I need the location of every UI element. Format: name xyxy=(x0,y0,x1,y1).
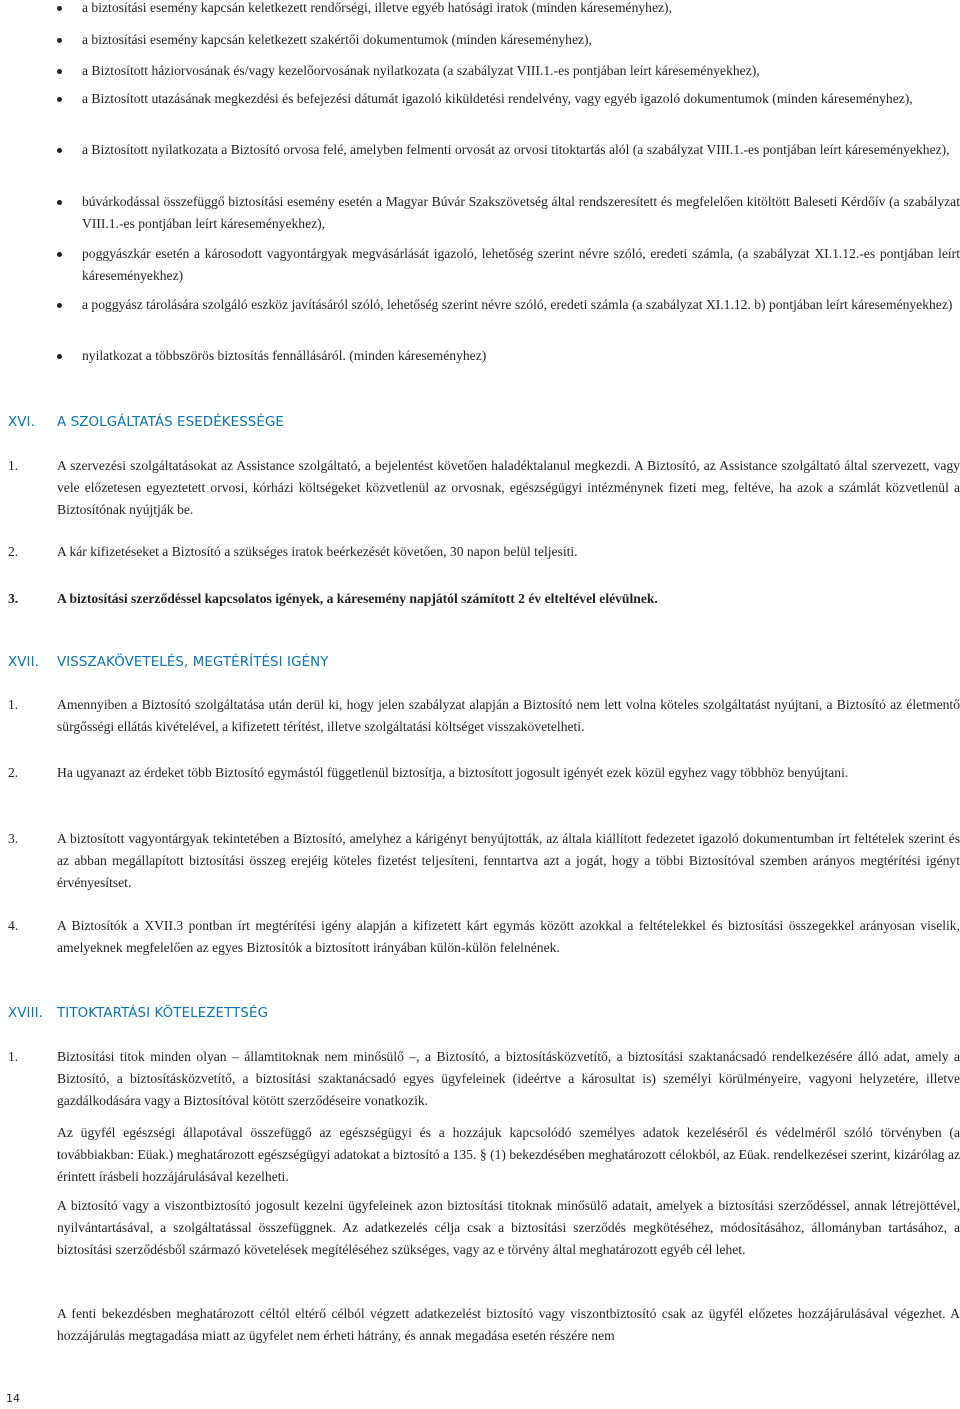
bullet-icon xyxy=(57,303,62,308)
section-title: VISSZAKÖVETELÉS, MEGTÉRÍTÉSI IGÉNY xyxy=(57,655,329,670)
bullet-icon xyxy=(57,38,62,43)
item-number: 4. xyxy=(8,918,19,933)
list-item xyxy=(0,139,960,161)
list-item-text: a biztosítási esemény kapcsán keletkezett szakértői dokumentumok (minden káreseményhez), xyxy=(82,32,592,47)
list-item-text: búvárkodással összefüggő biztosítási esemény esetén a Magyar Búvár Szakszövetség által rendszeresített és megfelelően kitöltött Baleseti Kérdőív (a szabályzat VIII.1.-es pontjában leírt káreseményekhez), xyxy=(82,194,960,231)
list-item xyxy=(0,0,960,19)
paragraph: A fenti bekezdésben meghatározott céltól eltérő célból végzett adatkezelést biztosító vagy viszontbiztosító csak az ügyfél előzetes hozzájárulásával végezhet. A hozzájárulás megtagadása miatt az ügyfelet nem érheti hátrány, és annak megadása esetén részére nem xyxy=(57,1306,960,1343)
list-item xyxy=(0,345,960,367)
numbered-item xyxy=(8,541,960,563)
section-number: XVII. xyxy=(8,655,39,670)
bullet-icon xyxy=(57,97,62,102)
numbered-item xyxy=(8,588,960,610)
list-item xyxy=(0,60,960,82)
section-title: A SZOLGÁLTATÁS ESEDÉKESSÉGE xyxy=(57,415,284,430)
list-item-text: a biztosítási esemény kapcsán keletkezett rendőrségi, illetve egyéb hatósági iratok (minden káreseményhez), xyxy=(82,0,672,15)
item-text: A biztosítási szerződéssel kapcsolatos igények, a káresemény napjától számított 2 év elteltével elévülnek. xyxy=(57,591,658,606)
bullet-icon xyxy=(57,148,62,153)
item-number: 2. xyxy=(8,765,19,780)
page-number: 14 xyxy=(6,1392,20,1405)
paragraph: A biztosító vagy a viszontbiztosító jogosult kezelni ügyfeleinek azon biztosítási titoknak minősülő adatait, amelyek a biztosítási szerződéssel, annak létrejöttével, nyilvántartásával, a szolgáltatással összefüggnek. Az adatkezelés célja csak a biztosítási szerződés megkötéséhez, módosításához, állományban tartásához, a biztosítási szerződésből származó követelések megítéléséhez szükséges, vagy az e törvény által meghatározott egyéb cél lehet. xyxy=(57,1198,960,1257)
paragraph: Az ügyfél egészségi állapotával összefüggő az egészségügyi és a hozzájuk kapcsolódó személyes adatok kezeléséről és védelméről szóló törvényben (a továbbiakban: Eüak.) meghatározott egészségügyi adatokat a biztosító a 135. § (1) bekezdésében meghatározott célokból, az Eüak. rendelkezései szerint, kizárólag az érintett írásbeli hozzájárulásával kezelheti. xyxy=(57,1125,960,1184)
list-item-text: poggyászkár esetén a károsodott vagyontárgyak megvásárlását igazoló, lehetőség szerint névre szóló, eredeti számla, (a szabályzat XI.1.12.-es pontjában leírt káreseményekhez) xyxy=(82,246,960,283)
item-number: 1. xyxy=(8,1049,19,1064)
numbered-item xyxy=(8,1046,960,1112)
item-number: 3. xyxy=(8,591,19,606)
list-item xyxy=(0,29,960,51)
item-number: 1. xyxy=(8,458,19,473)
numbered-item xyxy=(8,828,960,894)
item-text: Biztosítási titok minden olyan – államtitoknak nem minősülő –, a Biztosító, a biztosításközvetítő, a biztosítási szaktanácsadó rendelkezésére álló adat, amely a Biztosító, a biztosításközvetítő, a biztosítási szaktanácsadó egyes ügyfeleinek (ideértve a károsultat is) személyi körülményeire, vagyoni helyzetére, illetve gazdálkodására vagy a Biztosítóval kötött szerződéseire vonatkozik. xyxy=(57,1049,960,1108)
numbered-item xyxy=(8,762,960,784)
bullet-icon xyxy=(57,354,62,359)
item-text: Ha ugyanazt az érdeket több Biztosító egymástól függetlenül biztosítja, a biztosított jogosult igényét ezek közül egyhez vagy többhöz benyújtani. xyxy=(57,765,849,780)
numbered-item xyxy=(8,455,960,521)
item-text: A kár kifizetéseket a Biztosító a szükséges iratok beérkezését követően, 30 napon belül teljesíti. xyxy=(57,544,578,559)
list-item xyxy=(0,243,960,287)
list-item xyxy=(0,88,960,110)
item-text: A szervezési szolgáltatásokat az Assistance szolgáltató, a bejelentést követően haladéktalanul megkezdi. A Biztosító, az Assistance szolgáltató által szervezett, vagy vele előzetesen egyeztetett orvosi, kórházi költségeket közvetlenül az orvosnak, egészségügyi intézménynek fizeti meg, feltéve, ha azok a számlát közvetlenül a Biztosítónak nyújtják be. xyxy=(57,458,960,517)
list-item-text: nyilatkozat a többszörös biztosítás fennállásáról. (minden káreseményhez) xyxy=(82,348,487,363)
item-text: A Biztosítók a XVII.3 pontban írt megtérítési igény alapján a kifizetett kárt egymás között azokkal a feltételekkel és biztosítási összegekkel arányosan viselik, amelyeknek megfelelően az egyes Biztosítók a biztosított irányában külön-külön felelnének. xyxy=(57,918,960,955)
numbered-item xyxy=(8,915,960,959)
bullet-icon xyxy=(57,252,62,257)
list-item xyxy=(0,294,960,316)
list-item-text: a poggyász tárolására szolgáló eszköz javításáról szóló, lehetőség szerint névre szóló, eredeti számla (a szabályzat XI.1.12. b) pontjában leírt káreseményekhez) xyxy=(82,297,953,312)
section-number: XVI. xyxy=(8,415,35,430)
item-text: Amennyiben a Biztosító szolgáltatása után derül ki, hogy jelen szabályzat alapján a Biztosító nem lett volna köteles szolgáltatást nyújtani, a Biztosító az életmentő sürgősségi ellátás kivételével, a kifizetett térítést, illetve szolgáltatási költséget visszakövetelheti. xyxy=(57,697,960,734)
numbered-item xyxy=(8,694,960,738)
list-item-text: a Biztosított nyilatkozata a Biztosító orvosa felé, amelyben felmenti orvosát az orvosi titoktartás alól (a szabályzat VIII.1.-es pontjában leírt káreseményekhez), xyxy=(82,142,950,157)
item-number: 1. xyxy=(8,697,19,712)
item-number: 2. xyxy=(8,544,19,559)
bullet-icon xyxy=(57,69,62,74)
item-number: 3. xyxy=(8,831,19,846)
list-item xyxy=(0,191,960,235)
list-item-text: a Biztosított háziorvosának és/vagy kezelőorvosának nyilatkozata (a szabályzat VIII.1.-es pontjában leírt káreseményekhez), xyxy=(82,63,760,78)
section-number: XVIII. xyxy=(8,1006,44,1021)
section-title: TITOKTARTÁSI KÖTELEZETTSÉG xyxy=(57,1006,269,1021)
item-text: A biztosított vagyontárgyak tekintetében a Biztosító, amelyhez a kárigényt benyújtották, az általa kiállított fedezetet igazoló dokumentumban írt feltételek szerint és az abban megállapított biztosítási összeg erejéig köteles fizetést teljesíteni, fenntartva azt a jogát, hogy a többi Biztosítóval szemben arányos megtérítési igényt érvényesítset. xyxy=(57,831,960,890)
list-item-text: a Biztosított utazásának megkezdési és befejezési dátumát igazoló kiküldetési rendelvény, vagy egyéb igazoló dokumentumok (minden káreseményhez), xyxy=(82,91,913,106)
bullet-icon xyxy=(57,200,62,205)
bullet-icon xyxy=(57,6,62,11)
